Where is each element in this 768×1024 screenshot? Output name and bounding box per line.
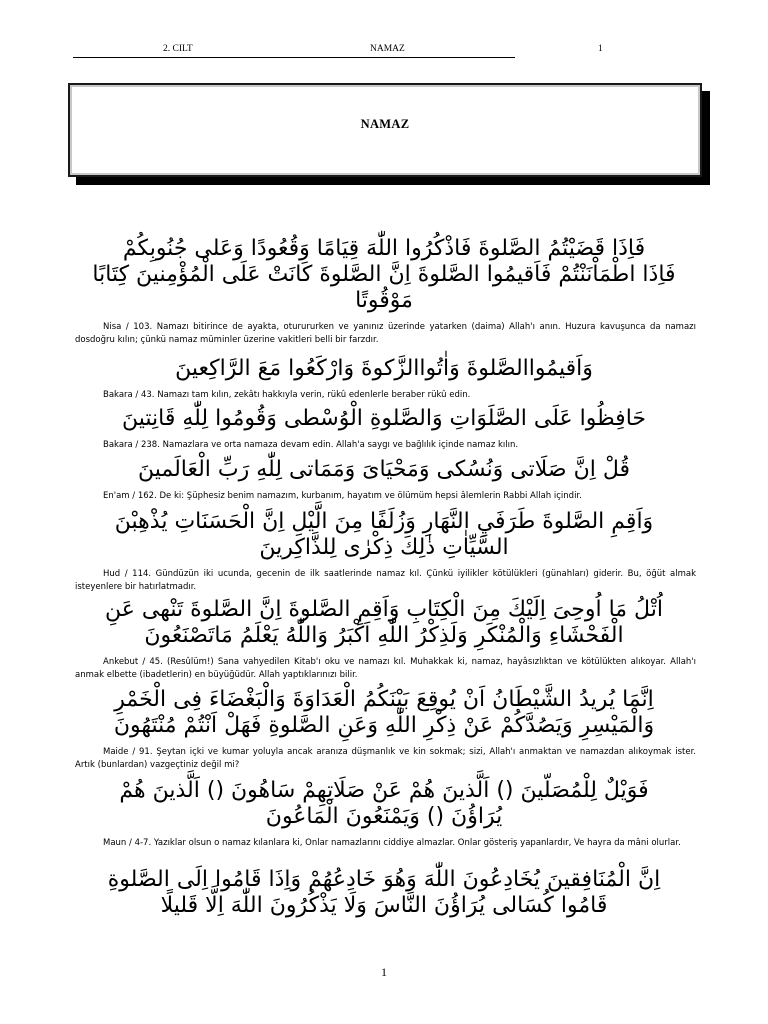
header-rule [73, 57, 515, 58]
verse-translation: Hud / 114. Gündüzün iki ucunda, gecenin de ilk saatlerinde namaz kıl. Çünkü iyilikler kötülükleri (günahları) giderir. Bu, öğüt almak isteyenlere bir hatırlatmadır. [75, 569, 696, 592]
header-page-number: 1 [598, 44, 603, 54]
arabic-verse-line: اِنَّ الْمُنَافِقينَ يُخَادِعُونَ اللّٰهَ وَهُوَ خَادِعُهُمْ وَاِذَا قَامُوا اِلَى الصَّلوةِ [107, 867, 661, 892]
title-box [68, 83, 702, 177]
verse-translation: Maide / 91. Şeytan içki ve kumar yoluyla ancak aranıza düşmanlık ve kin sokmak; sizi, Allah'ı anmaktan ve namazdan alıkoymak ister. Artık (bunlardan) vazgeçtiniz değil mi? [75, 747, 696, 770]
arabic-verse-line: وَالْمَيْسِرِ وَيَصُدَّكُمْ عَنْ ذِكْرِ اللّٰهِ وَعَنِ الصَّلوةِ فَهَلْ اَنْتُمْ مُنْتَهُونَ [113, 713, 655, 738]
verse-block [64, 457, 704, 503]
arabic-verse-line: الْفَحْشَاءِ وَالْمُنْكَرِ وَلَذِكْرُ اللّٰهِ اَكْبَرُ وَاللّٰهُ يَعْلَمُ مَاتَصْنَعُونَ [144, 623, 624, 648]
verse-translation: En'am / 162. De ki: Şüphesiz benim namazım, kurbanım, hayatım ve ölümüm hepsi âlemlerin Rabbi Allah içindir. [103, 491, 582, 501]
footer-page-number: 1 [381, 965, 387, 979]
arabic-verse-line: وَاَقِمِ الصَّلوةَ طَرَفَيِ النَّهَارِ وَزُلَفًا مِنَ الَّيْلِ اِنَّ الْحَسَنَاتِ يُذْهِبْنَ [114, 509, 654, 534]
verse-translation: Ankebut / 45. (Resûlüm!) Sana vahyedilen Kitab'ı oku ve namazı kıl. Muhakkak ki, namaz, hayâsızlıktan ve kötülükten alıkoyar. Allah'ı anmak elbette (ibadetlerin) en büyüğüdür. Allah yaptıklarınızı bilir. [75, 657, 696, 680]
verse-block [64, 509, 704, 593]
arabic-verse-line: اُتْلُ مَا اُوحِىَ اِلَيْكَ مِنَ الْكِتَابِ وَاَقِمِ الصَّلوةَ اِنَّ الصَّلوةَ تَنْهى عَنِ [105, 597, 663, 622]
arabic-verse-line: قَامُوا كُسَالى يُرَاؤُنَ النَّاسَ وَلَا يَذْكُرُونَ اللّٰهَ اِلَّا قَليلًا [160, 893, 608, 918]
arabic-verse-line: فَاِذَا اطْمَاْنَنْتُمْ فَاَقيمُوا الصَّلوةَ اِنَّ الصَّلوةَ كَانَتْ عَلَى الْمُؤْمِنينَ كِتَابًا [92, 262, 676, 287]
arabic-verse-line: فَوَيْلٌ لِلْمُصَلّينَ () اَلَّذينَ هُمْ عَنْ صَلَاتِهِمْ سَاهُونَ () اَلَّذينَ هُمْ [119, 778, 649, 803]
arabic-verse-line: مَوْقُوتًا [355, 288, 413, 313]
verse-block [64, 236, 704, 346]
verse-block [64, 687, 704, 771]
verse-translation: Nisa / 103. Namazı bitirince de ayakta, oturururken ve yanınız üzerinde yatarken (daima) Allah'ı anın. Huzura kavuşunca da namazı dosdoğru kılın; çünkü namaz müminler üzerine vakitleri belli bir farzdır. [75, 322, 696, 345]
arabic-verse-line: اِنَّمَا يُريدُ الشَّيْطَانُ اَنْ يُوقِعَ بَيْنَكُمُ الْعَدَاوَةَ وَالْبَغْضَاءَ فِى الْخَمْرِ [114, 687, 654, 712]
arabic-verse-line: وَاَقيمُواالصَّلوةَ وَاٰتُواالزَّكوةَ وَارْكَعُوا مَعَ الرَّاكِعينَ [175, 356, 593, 381]
verse-block [64, 406, 704, 452]
verse-block [64, 778, 704, 850]
arabic-verse-line: السَّيِّاٰتِ ذٰلِكَ ذِكْرٰى لِلذَّاكِرينَ [259, 535, 509, 560]
arabic-verse-line: حَافِظُوا عَلَى الصَّلَوَاتِ وَالصَّلوةِ الْوُسْطى وَقُومُوا لِلّٰهِ قَانِتينَ [121, 406, 646, 431]
header-section-title: NAMAZ [370, 44, 405, 54]
verse-block [64, 597, 704, 681]
arabic-verse-line: فَاِذَا قَضَيْتُمُ الصَّلوةَ فَاذْكُرُوا اللّٰهَ قِيَامًا وَقُعُودًا وَعَلى جُنُوبِكُمْ [122, 236, 646, 261]
verse-translation: Maun / 4-7. Yazıklar olsun o namaz kılanlara ki, Onlar namazlarını ciddiye almazlar. Onlar gösteriş yapanlardır, Ve hayra da mâni olurlar. [103, 838, 681, 848]
header-volume: 2. CILT [163, 44, 193, 54]
page-title: NAMAZ [360, 117, 410, 131]
arabic-verse-line: يُرَاؤُنَ () وَيَمْنَعُونَ الْمَاعُونَ [265, 804, 503, 829]
verse-block [64, 356, 704, 402]
verse-block [64, 867, 704, 919]
verse-translation: Bakara / 238. Namazlara ve orta namaza devam edin. Allah'a saygı ve bağlılık içinde namaz kılın. [103, 440, 519, 450]
verse-translation: Bakara / 43. Namazı tam kılın, zekâtı hakkıyla verin, rükû edenlerle beraber rükû edin. [103, 390, 471, 400]
arabic-verse-line: قُلْ اِنَّ صَلَاتى وَنُسُكى وَمَحْيَاىَ وَمَمَاتى لِلّٰهِ رَبِّ الْعَالَمينَ [137, 457, 631, 482]
